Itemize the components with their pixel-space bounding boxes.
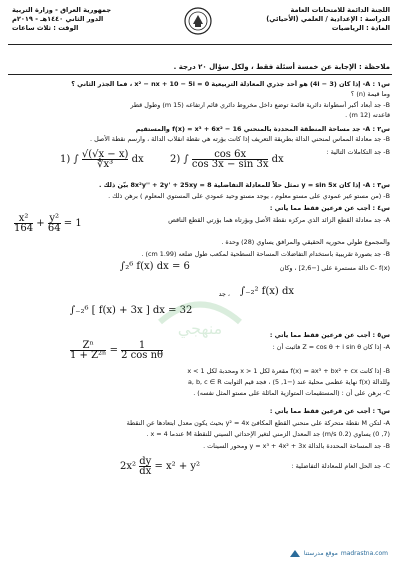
q6-c-line: C- جد الحل العام للمعادلة التفاضلية :	[291, 462, 390, 470]
ministry-emblem-icon	[183, 6, 213, 36]
watermark-logo	[140, 282, 260, 342]
site-footer	[289, 548, 388, 558]
q5-a-identity: $\frac{\text{Zⁿ}}{\text{1 + Z²ⁿ}}$ = $\frac{1}{\text{2 cos nθ}}$	[70, 340, 164, 361]
q4-c-find-label: ، جد	[218, 290, 230, 298]
q4-c-integral-total: ∫₋₂⁶ [ f(x) + 3x ] dx = 32	[70, 305, 193, 316]
time-line: الوقت : ثلاث ساعات	[12, 24, 79, 32]
q4-a-cont: والمجموع طولي محوريه الحقيقي والمرافق يساوي (28) وحدة .	[221, 238, 390, 246]
q1-a-cont: وما قيمة (n) ؟	[350, 90, 390, 98]
integral-1: 1) ∫ $\frac{√(√x - x)}{\text{∜x³}}$ dx	[60, 149, 144, 170]
q2-b-line: B- جد معادلة المماس لمنحني الدالة بطريقة التعريف إذا كانت بؤرته هي نقطة انقلاب الدالة ، وارسم نقطة الأصل .	[90, 135, 390, 143]
exam-note: ملاحظة : الإجابة عن خمسة أسئلة فقط ، ولكل سؤال ٢٠ درجة .	[173, 63, 390, 71]
q4-c-line: C- f(x) دالة مستمرة على [−2,6] ، وكان	[279, 264, 390, 272]
footer-site-url: madrastna.com	[340, 549, 388, 557]
q6-heading: س٦ : أجب عن فرعين فقط مما يأتي :	[269, 407, 390, 415]
q4-b-line: B- جد بصورة تقريبية باستخدام التفاضلات المساحة السطحية لمكعب طول ضلعه (1.99 cm) .	[141, 250, 390, 258]
session-line: الدور الثاني ١٤٤٠هـ - ٢٠١٩م	[12, 15, 104, 23]
header-right	[266, 6, 390, 33]
q4-a-line: A- جد معادلة القطع الزائد الذي مركزه نقطة الأصل وبؤرتاه هما بؤرتي القطع الناقص	[168, 216, 390, 224]
q1-a-line: س١ : A- إذا كان (3 − 4i) هو أحد جذري المعادلة التربيعية x² − nx + 10 − 5i = 0 ، فما الجذر الثاني ؟	[71, 80, 390, 88]
exam-header	[0, 0, 400, 72]
q2-integrals-label: B- جد التكاملات التالية :	[326, 148, 390, 156]
q5-b-line: B- إذا كانت f(x) = ax³ + bx² + cx مقعرة لكل x > 1 ومحدبة لكل x < 1	[187, 367, 390, 375]
integral-2: 2) ∫ $\frac{\cos 6x}{\cos 3x - \sin 3x}$ dx	[170, 149, 284, 170]
q4-c-integral-given: ∫₂⁶ f(x) dx = 6	[120, 261, 190, 272]
q2-a-line: س٢ : A- جد مساحة المنطقة المحددة بالمنحني f(x) = x³ + 6x² − 16 والمستقيم	[135, 125, 390, 133]
q1-b-cont: قاعدته (12 m) .	[345, 111, 390, 119]
q5-heading: س٥ : أجب عن فرعين فقط مما يأتي :	[269, 331, 390, 339]
q1-b-line: B- جد أبعاد أكبر أسطوانة دائرية قائمة توضع داخل مخروط دائري قائم ارتفاعه (15 m) وطول قطر	[130, 101, 390, 109]
q5-a-line: A- إذا كان Z = cos θ + i sin θ فاثبت أن :	[272, 343, 390, 351]
note-divider	[8, 74, 392, 75]
q6-a-cont: (7, 0) يساوي (0.2 m/s) جد المعدل الزمني لتغير الإحداثي السيني للنقطة M عندما x = 4 .	[146, 430, 390, 438]
study-line: الدراسة : الإعدادية / العلمي (الأحيائي)	[266, 15, 390, 23]
q3-a-line: س٣ : A- إذا كان y = sin 5x تمثل حلاً للمعادلة التفاضلية 8x²y'' + 2y' + 25xy = 8 بيّن ذلك .	[98, 181, 390, 189]
q6-a-line: A- لتكن M نقطة متحركة على منحني القطع المكافئ y² = 4x بحيث يكون معدل ابتعادها عن النقطة	[126, 419, 390, 427]
republic-line: جمهورية العراق - وزارة التربية	[12, 6, 112, 14]
header-left	[12, 6, 111, 33]
q4-heading: س٤ : أجب عن فرعين فقط مما يأتي :	[269, 204, 390, 212]
ellipse-equation: $\frac{\text{x²}}{164}$ + $\frac{\text{y²}}{64}$ = 1	[14, 213, 82, 234]
header-divider	[8, 44, 392, 45]
committee-line: اللجنة الدائمة للامتحانات العامة	[290, 6, 390, 14]
q6-b-line: B- جد المساحة المحددة بالدالة y = x³ + 4x² + 3x ومحور السينات .	[203, 442, 390, 450]
watermark-text: منهجي	[177, 319, 223, 338]
q4-c-integral-find: ∫₋₂² f(x) dx	[240, 286, 295, 297]
q5-b-cont: وللدالة f(x) نهاية عظمى محلية عند (−1, 5) ، فجد قيم الثوابت a, b, c ∈ R	[188, 378, 390, 386]
q6-c-equation: 2x² $\frac{dy}{dx}$ = x² + y²	[120, 456, 201, 477]
footer-site-name: موقع مدرستنا	[303, 549, 338, 557]
q5-c-line: C- برهن على أن : (المستقيمات المتوازية المائلة على مستوٍ المثل نفسه) .	[193, 389, 390, 397]
school-logo-icon	[289, 548, 301, 558]
subject-line: المادة : الرياضيات	[331, 24, 390, 32]
q3-b-line: B- (من مستو غير عمودي على مستوٍ معلوم ، يوجد مستوٍ وحيد عمودي على المستوي المعلوم ) برهن ذلك .	[108, 192, 390, 200]
